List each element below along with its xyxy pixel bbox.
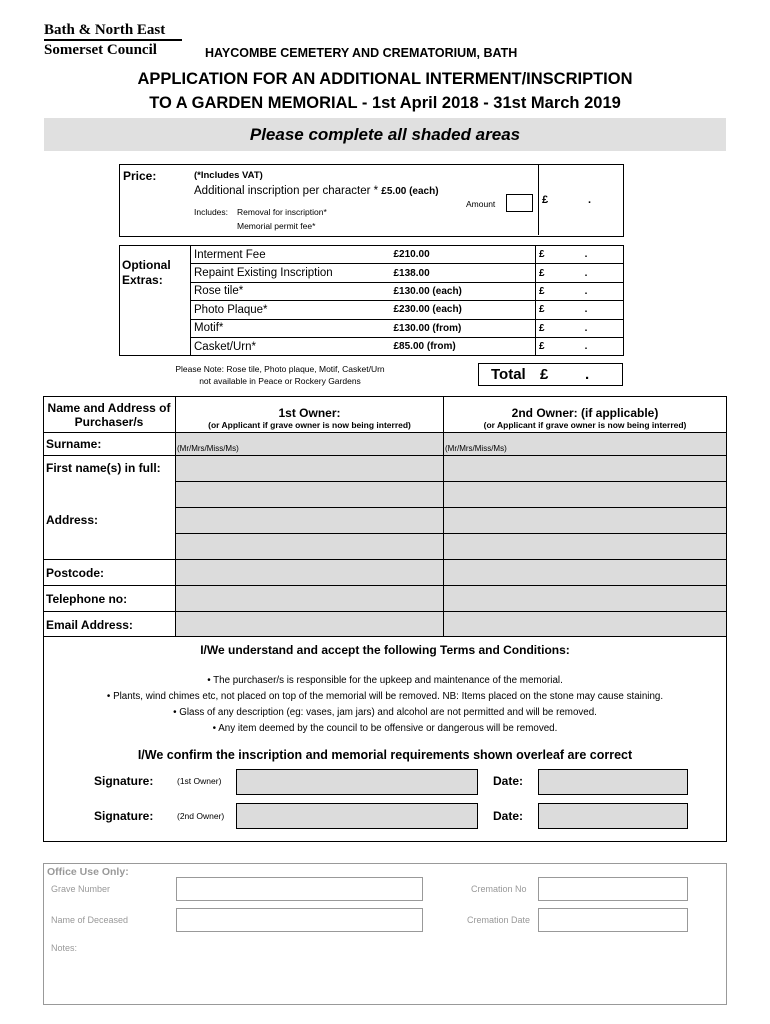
extra-item-amount[interactable]	[536, 319, 624, 337]
owner-2-address-row-3-field[interactable]	[444, 533, 726, 559]
telephone-row-divider	[44, 585, 726, 586]
extra-item-name: Casket/Urn*	[191, 337, 391, 355]
extras-table	[119, 245, 624, 356]
purchaser-column-header: Name and Address of Purchaser/s	[47, 401, 171, 429]
extra-item-price: £210.00	[391, 246, 536, 264]
signature-1-label: Signature:	[94, 774, 154, 788]
extra-pound-sign: £	[539, 304, 545, 316]
owner-2-email-row-field[interactable]	[444, 611, 726, 637]
office-title: Office Use Only:	[47, 866, 129, 878]
owner-2-postcode-row-field[interactable]	[444, 559, 726, 585]
extra-decimal: .	[584, 304, 588, 316]
address-row-2-divider	[176, 507, 726, 508]
address-row-3-divider	[176, 533, 726, 534]
extras-row	[120, 319, 624, 337]
extra-decimal: .	[584, 249, 588, 261]
telephone-label: Telephone no:	[46, 592, 128, 606]
owner-1-address-row-2-field[interactable]	[176, 507, 443, 533]
terms-item-3: • Glass of any description (eg: vases, jam jars) and alcohol are not permitted and will be removed.	[173, 707, 597, 718]
logo-line-2: Somerset Council	[44, 42, 157, 58]
includes-label: Includes:	[194, 207, 229, 217]
owner-1-title: 1st Owner:	[278, 406, 341, 420]
grave-number-field[interactable]	[176, 877, 423, 901]
owner-1-postcode-row-field[interactable]	[176, 559, 443, 585]
extra-item-price: £85.00 (from)	[391, 337, 536, 355]
extras-row	[120, 337, 624, 355]
cremation-no-label: Cremation No	[471, 884, 527, 894]
email-row-divider	[44, 611, 726, 612]
deceased-label: Name of Deceased	[51, 915, 129, 925]
terms-item-4: • Any item deemed by the council to be offensive or dangerous will be removed.	[212, 723, 558, 734]
amount-label: Amount	[466, 199, 496, 209]
extra-decimal: .	[584, 341, 588, 353]
price-box	[119, 164, 624, 237]
postcode-row-divider	[44, 559, 726, 560]
total-label: Total	[491, 366, 526, 383]
owner-2-title-hint: (Mr/Mrs/Miss/Ms)	[445, 444, 507, 453]
extra-item-amount[interactable]	[536, 337, 624, 355]
firstname-row-divider	[44, 455, 726, 456]
inscription-price-text: Additional inscription per character *	[194, 185, 382, 197]
owner-1-address-row-1-field[interactable]	[176, 481, 443, 507]
terms-item-1: • The purchaser/s is responsible for the upkeep and maintenance of the memorial.	[207, 675, 563, 686]
signature-1-field[interactable]	[236, 769, 478, 795]
office-use-box	[43, 863, 727, 1005]
extra-item-price: £130.00 (from)	[391, 319, 536, 337]
surname-row-divider	[44, 432, 726, 433]
instruction-banner: Please complete all shaded areas	[44, 118, 726, 151]
owner-1-title-hint: (Mr/Mrs/Miss/Ms)	[177, 444, 239, 453]
price-pound-sign: £	[542, 194, 549, 206]
address-row-1-divider	[176, 481, 726, 482]
extra-item-price: £230.00 (each)	[391, 301, 536, 319]
includes-item-2: Memorial permit fee*	[237, 221, 316, 231]
venue-name: HAYCOMBE CEMETERY AND CREMATORIUM, BATH	[205, 46, 518, 60]
address-label: Address:	[46, 513, 99, 527]
extra-pound-sign: £	[539, 285, 545, 297]
grave-number-label: Grave Number	[51, 884, 111, 894]
extras-note	[150, 363, 410, 387]
deceased-field[interactable]	[176, 908, 423, 932]
extra-pound-sign: £	[539, 341, 545, 353]
extras-note-line-2: not available in Peace or Rockery Gardens	[199, 376, 361, 386]
extras-label-cell	[120, 246, 191, 356]
amount-input[interactable]	[506, 194, 533, 212]
extra-item-amount[interactable]	[536, 246, 624, 264]
owner-1-firstname-row-field[interactable]	[176, 455, 443, 481]
extra-pound-sign: £	[539, 322, 545, 334]
cremation-date-label: Cremation Date	[467, 915, 531, 925]
extra-decimal: .	[584, 267, 588, 279]
postcode-label: Postcode:	[46, 566, 105, 580]
council-logo	[44, 22, 182, 58]
total-box	[478, 363, 623, 386]
owner-2-address-row-1-field[interactable]	[444, 481, 726, 507]
extra-decimal: .	[584, 285, 588, 297]
extra-item-name: Interment Fee	[191, 246, 391, 264]
extra-item-amount[interactable]	[536, 282, 624, 300]
logo-rule	[44, 39, 182, 41]
owner-2-header	[444, 406, 726, 430]
total-pound-sign: £	[540, 366, 549, 383]
extras-row	[120, 282, 624, 300]
extras-row	[120, 301, 624, 319]
extras-row	[120, 264, 624, 282]
date-2-label: Date:	[493, 809, 524, 823]
confirm-statement: I/We confirm the inscription and memorial requirements shown overleaf are correct	[137, 748, 633, 762]
price-divider	[538, 165, 539, 235]
extra-pound-sign: £	[539, 249, 545, 261]
notes-label: Notes:	[51, 943, 78, 953]
owner-2-telephone-row-field[interactable]	[444, 585, 726, 611]
owner-2-firstname-row-field[interactable]	[444, 455, 726, 481]
owner-2-subtitle: (or Applicant if grave owner is now being interred)	[483, 420, 687, 430]
price-decimal: .	[588, 194, 592, 206]
logo-line-1: Bath & North East	[44, 22, 166, 38]
vat-note: (*Includes VAT)	[194, 170, 263, 181]
firstname-label: First name(s) in full:	[46, 461, 161, 475]
owner-2-title: 2nd Owner: (if applicable)	[511, 406, 659, 420]
email-label: Email Address:	[46, 618, 133, 632]
extra-item-amount[interactable]	[536, 264, 624, 282]
total-decimal: .	[585, 366, 590, 383]
price-label: Price:	[123, 169, 157, 183]
extra-item-price: £138.00	[391, 264, 536, 282]
extras-row	[120, 246, 624, 264]
extra-item-name: Repaint Existing Inscription	[191, 264, 391, 282]
owner-1-telephone-row-field[interactable]	[176, 585, 443, 611]
date-1-label: Date:	[493, 774, 524, 788]
signature-1-owner: (1st Owner)	[177, 776, 222, 786]
owner-1-header	[176, 406, 443, 430]
owner-1-subtitle: (or Applicant if grave owner is now being interred)	[208, 420, 411, 430]
signature-2-label: Signature:	[94, 809, 154, 823]
extra-item-name: Photo Plaque*	[191, 301, 391, 319]
cremation-date-field[interactable]	[538, 908, 688, 932]
signature-2-field[interactable]	[236, 803, 478, 829]
extra-item-name: Rose tile*	[191, 282, 391, 300]
date-2-field[interactable]	[538, 803, 688, 829]
includes-item-1: Removal for inscription*	[237, 207, 327, 217]
extras-note-line-1: Please Note: Rose tile, Photo plaque, Motif, Casket/Urn	[175, 364, 385, 374]
extra-item-name: Motif*	[191, 319, 391, 337]
terms-divider	[44, 636, 726, 637]
inscription-price-amount: £5.00 (each)	[381, 186, 439, 197]
extra-item-amount[interactable]	[536, 301, 624, 319]
date-1-field[interactable]	[538, 769, 688, 795]
terms-item-2: • Plants, wind chimes etc, not placed on top of the memorial will be removed. NB: Items placed on the stone may cause staining.	[106, 691, 664, 702]
extra-decimal: .	[584, 322, 588, 334]
form-title-line-2: TO A GARDEN MEMORIAL - 1st April 2018 - 31st March 2019	[149, 94, 621, 112]
extras-label: Optional Extras:	[122, 258, 171, 287]
inscription-price-line	[194, 185, 439, 197]
form-title-line-1: APPLICATION FOR AN ADDITIONAL INTERMENT/INSCRIPTION	[137, 70, 633, 88]
signature-2-owner: (2nd Owner)	[177, 811, 225, 821]
owner-1-email-row-field[interactable]	[176, 611, 443, 637]
owner-2-address-row-2-field[interactable]	[444, 507, 726, 533]
extra-pound-sign: £	[539, 267, 545, 279]
extra-item-price: £130.00 (each)	[391, 282, 536, 300]
cremation-no-field[interactable]	[538, 877, 688, 901]
terms-list	[44, 673, 726, 737]
terms-heading: I/We understand and accept the following Terms and Conditions:	[200, 643, 570, 657]
surname-label: Surname:	[46, 437, 102, 451]
owner-1-address-row-3-field[interactable]	[176, 533, 443, 559]
